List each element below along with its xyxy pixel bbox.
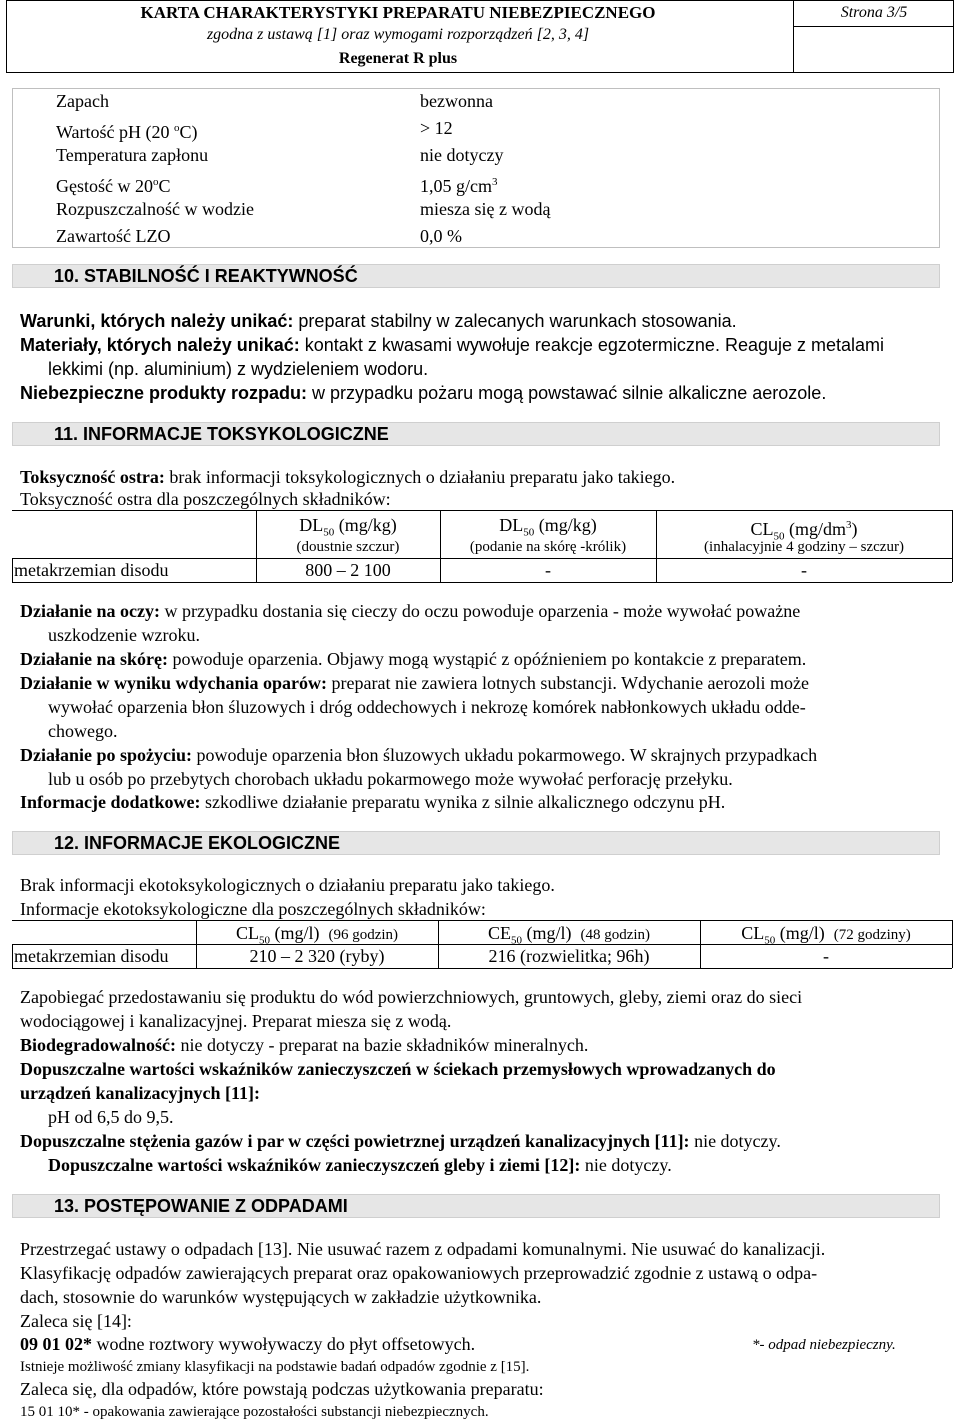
s10-decomposition: Niebezpieczne produkty rozpadu: w przypadku pożaru mogą powstawać silnie alkaliczne aerozole. [20, 383, 827, 403]
prop-value-voc: 0,0 % [420, 226, 462, 246]
document-subtitle: zgodna z ustawą [1] oraz wymogami rozporządzeń [2, 3, 4] [206, 26, 590, 43]
section-10-title: 10. STABILNOŚĆ I REAKTYWNOŚĆ [54, 266, 358, 286]
tox-row-v3: - [801, 560, 807, 580]
s12-biodeg: Biodegradowalność: nie dotyczy - preparat na bazie składników mineralnych. [20, 1035, 589, 1055]
s11-inhalation-cont1: wywołać oparzenia błon śluzowych i dróg oddechowych i nekrozę komórek nabłonkowych układu odde- [48, 697, 806, 717]
s10-materials: Materiały, których należy unikać: kontakt z kwasami wywołuje reakcje egzotermiczne. Reaguje z metalami [20, 335, 885, 355]
tox-row-v2: - [545, 560, 551, 580]
prop-label-density: Gęstość w 20$^o$C [56, 176, 171, 196]
s12-ph-range: pH od 6,5 do 9,5. [48, 1107, 174, 1127]
s11-ingestion-cont: lub u osób po przebytych chorobach układu pokarmowego może wywołać perforację przełyku. [48, 769, 733, 789]
prop-label-flash: Temperatura zapłonu [56, 145, 209, 165]
eco-row-v1: 210 – 2 320 (ryby) [249, 946, 385, 966]
prop-label-ph: Wartość pH (20 $^o$C) [56, 122, 198, 142]
prop-value-ph: > 12 [420, 118, 453, 138]
s13-reclass: Istnieje możliwość zmiany klasyfikacji na podstawie badań odpadów zgodnie z [15]. [20, 1359, 530, 1375]
eco-row-name: metakrzemian disodu [14, 946, 169, 966]
s11-inhalation: Działanie w wyniku wdychania oparów: preparat nie zawiera lotnych substancji. Wdychanie aerozoli może [20, 673, 810, 693]
s12-limits-title-cont: urządzeń kanalizacyjnych [11]: [20, 1083, 260, 1103]
s11-eyes-cont: uszkodzenie wzroku. [48, 625, 200, 645]
prop-value-flash: nie dotyczy [420, 145, 504, 165]
s12-soil: Dopuszczalne wartości wskaźników zanieczyszczeń gleby i ziemi [12]: nie dotyczy. [48, 1155, 672, 1175]
eco-header-3: $CL_{50}$ (mg/l) (72 godziny) [741, 923, 911, 947]
s11-inhalation-cont2: chowego. [48, 721, 118, 741]
s10-conditions: Warunki, których należy unikać: preparat stabilny w zalecanych warunkach stosowania. [20, 311, 737, 331]
tox-header-3-note: (inhalacyjnie 4 godziny – szczur) [704, 539, 904, 555]
s12-components: Informacje ekotoksykologiczne dla poszczególnych składników: [20, 899, 486, 919]
s12-prevent-cont: wodociągowej i kanalizacyjnej. Preparat miesza się z wodą. [20, 1011, 452, 1031]
s13-hazard-note: *- odpad niebezpieczny. [752, 1337, 896, 1353]
s13-packaging: 15 01 10* - opakowania zawierające pozostałości substancji niebezpiecznych. [20, 1404, 489, 1420]
prop-label-odor: Zapach [56, 91, 109, 111]
s11-additional: Informacje dodatkowe: szkodliwe działanie preparatu wynika z silnie alkalicznego odczynu pH. [20, 792, 726, 812]
prop-label-solubility: Rozpuszczalność w wodzie [56, 199, 254, 219]
s12-gases: Dopuszczalne stężenia gazów i par w części powietrznej urządzeń kanalizacyjnych [11]: nie dotyczy. [20, 1131, 781, 1151]
s11-skin: Działanie na skórę: powoduje oparzenia. Objawy mogą wystąpić z opóźnieniem po kontakcie z preparatem. [20, 649, 807, 669]
tox-header-3: $CL_{50}$ $(mg/dm^3)$ [750, 519, 858, 543]
tox-header-2: $DL_{50}$ (mg/kg) [499, 515, 597, 539]
tox-row-name: metakrzemian disodu [14, 560, 169, 580]
eco-header-1: $CL_{50}$ (mg/l) (96 godzin) [235, 923, 399, 947]
s13-observe: Przestrzegać ustawy o odpadach [13]. Nie usuwać razem z odpadami komunalnymi. Nie usuwać do kanalizacji. [20, 1239, 826, 1259]
tox-header-1: $DL_{50}$ (mg/kg) [299, 515, 397, 539]
page-number: Strona 3/5 [840, 4, 908, 21]
prop-value-solubility: miesza się z wodą [420, 199, 551, 219]
product-name: Regenerat R plus [338, 50, 458, 67]
prop-label-voc: Zawartość LZO [56, 226, 171, 246]
s13-waste-code: 09 01 02* wodne roztwory wywoływaczy do płyt offsetowych. [20, 1334, 476, 1354]
s11-eyes: Działanie na oczy: w przypadku dostania się cieczy do oczu powoduje oparzenia - może wywołać poważne [20, 601, 801, 621]
eco-row-v2: 216 (rozwielitka; 96h) [488, 946, 650, 966]
tox-row-v1: 800 – 2 100 [305, 560, 391, 580]
tox-header-1-note: (doustnie szczur) [296, 539, 400, 555]
s13-recommend: Zaleca się [14]: [20, 1311, 132, 1331]
section-13-title: 13. POSTĘPOWANIE Z ODPADAMI [54, 1196, 348, 1216]
properties-table [12, 88, 940, 248]
s13-use-waste: Zaleca się, dla odpadów, które powstają podczas użytkowania preparatu: [20, 1379, 544, 1399]
eco-header-2: $CE_{50}$ (mg/l) (48 godzin) [487, 923, 651, 947]
s12-prevent: Zapobiegać przedostawaniu się produktu do wód powierzchniowych, gruntowych, gleby, ziemi oraz do sieci [20, 987, 803, 1007]
section-12-title: 12. INFORMACJE EKOLOGICZNE [54, 833, 341, 853]
s10-materials-cont: lekkimi (np. aluminium) z wydzieleniem wodoru. [48, 359, 429, 379]
prop-value-density: 1,05 $g/cm^3$ [420, 176, 498, 196]
s12-no-info: Brak informacji ekotoksykologicznych o działaniu preparatu jako takiego. [20, 875, 555, 895]
s11-acute-components: Toksyczność ostra dla poszczególnych składników: [20, 489, 391, 509]
eco-row-v3: - [823, 946, 829, 966]
s11-ingestion: Działanie po spożyciu: powoduje oparzenia błon śluzowych układu pokarmowego. W skrajnych przypadkach [20, 745, 818, 765]
prop-value-odor: bezwonna [420, 91, 493, 111]
document-title: KARTA CHARAKTERYSTYKI PREPARATU NIEBEZPIECZNEGO [140, 3, 656, 22]
s12-limits-title: Dopuszczalne wartości wskaźników zanieczyszczeń w ściekach przemysłowych wprowadzanych do [20, 1059, 776, 1079]
s13-classify: Klasyfikację odpadów zawierających preparat oraz opakowaniowych przeprowadzić zgodnie z ustawą o odpa- [20, 1263, 818, 1283]
tox-header-2-note: (podanie na skórę -królik) [469, 539, 627, 555]
s11-acute: Toksyczność ostra: brak informacji toksykologicznych o działaniu preparatu jako takiego. [20, 467, 676, 487]
s13-classify-cont: dach, stosownie do warunków występujących w zakładzie użytkownika. [20, 1287, 542, 1307]
section-11-title: 11. INFORMACJE TOKSYKOLOGICZNE [54, 424, 389, 444]
